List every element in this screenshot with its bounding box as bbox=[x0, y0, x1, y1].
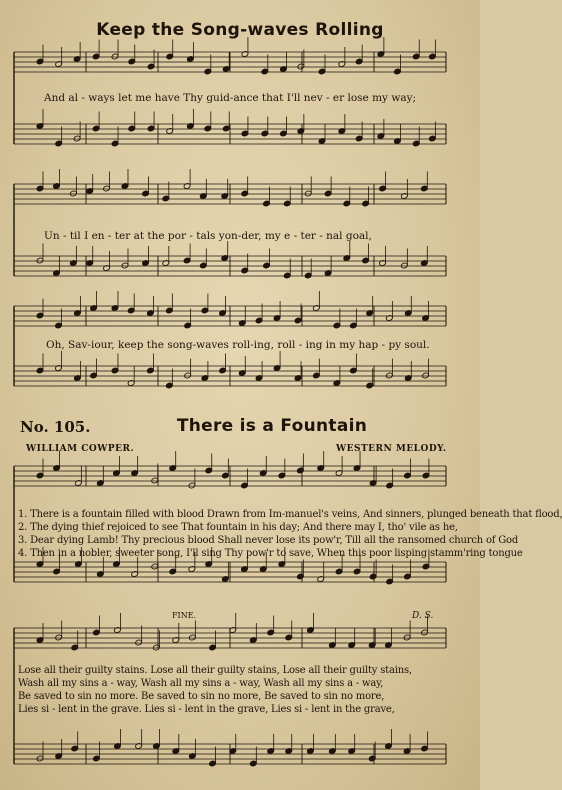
song-title: Keep the Song-waves Rolling bbox=[96, 20, 384, 40]
fine-marking: FINE. bbox=[172, 611, 197, 620]
ds-marking: D. S. bbox=[412, 611, 434, 621]
refrain-line: Lose all their guilty stains. Lose all their guilty stains, Lose all their guilty stains, bbox=[18, 665, 412, 676]
refrain-line: Wash all my sins a - way, Wash all my sins a - way, Wash all my sins a - way, bbox=[18, 678, 384, 689]
refrain-line: Be saved to sin no more. Be saved to sin no more, Be saved to sin no more, bbox=[18, 691, 385, 702]
hymn-number: No. 105. bbox=[20, 418, 91, 436]
verse-line: 3. Dear dying Lamb! Thy precious blood Shall never lose its pow'r, Till all the ransomed church of God bbox=[18, 535, 519, 546]
music-system-5 bbox=[0, 620, 480, 786]
lyric-line: And al - ways let me have Thy guid-ance that I'll nev - er lose my way; bbox=[44, 92, 417, 104]
verse-line: 1. There is a fountain filled with blood Drawn from Im-manuel's veins, And sinners, plunged beneath that flood, bbox=[18, 509, 562, 520]
verse-line: 2. The dying thief rejoiced to see That fountain in his day; And there may I, tho' vile as he, bbox=[18, 522, 458, 533]
hymn-title: There is a Fountain bbox=[176, 416, 368, 436]
lyric-line: Oh, Sav-iour, keep the song-waves roll-ing, roll - ing in my hap - py soul. bbox=[46, 339, 430, 351]
composer-credit: WESTERN MELODY. bbox=[336, 444, 447, 454]
author-credit: WILLIAM COWPER. bbox=[26, 444, 135, 454]
verse-line: 4. Then in a nobler, sweeter song, I'll sing Thy pow'r to save, When this poor lisping stamm'ring tongue bbox=[18, 548, 523, 559]
refrain-line: Lies si - lent in the grave. Lies si - lent in the grave, Lies si - lent in the grave, bbox=[18, 704, 395, 715]
lyric-line: Un - til I en - ter at the por - tals yon-der, my e - ter - nal goal, bbox=[44, 230, 372, 242]
